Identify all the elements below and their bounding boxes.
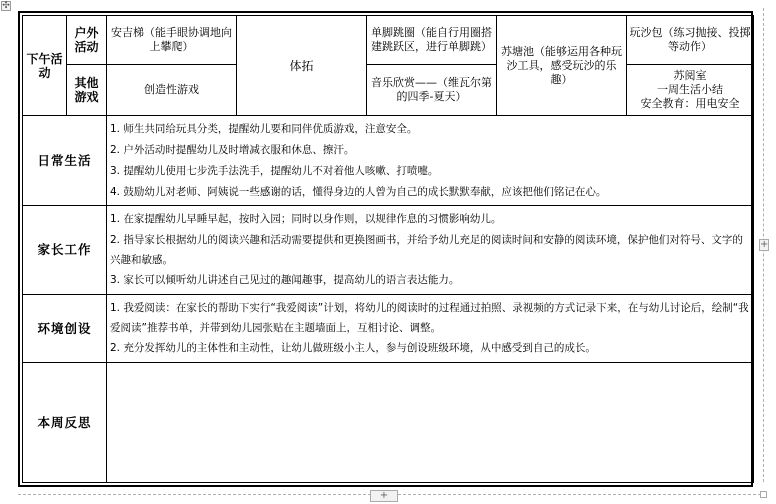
daily-life-content [107, 116, 754, 206]
other-games-monday: 创造性游戏 [107, 65, 237, 116]
reflection-label: 本周反思 [23, 363, 107, 483]
reflection-content[interactable] [107, 363, 754, 483]
outdoor-activity-thursday: 苏塘池（能够运用各种玩沙工具，感受玩沙的乐趣） [497, 16, 627, 116]
outdoor-activity-label: 户外活动 [67, 16, 107, 65]
parents-work-content [107, 206, 754, 295]
parents-work-label: 家长工作 [23, 206, 107, 295]
afternoon-activity-label: 下午活动 [23, 16, 67, 116]
list-item: 4. 鼓励幼儿对老师、阿姨说一些感谢的话，懂得身边的人曾为自己的成长默默奉献，应该把他们铭记在心。 [110, 186, 607, 198]
daily-life-row [23, 116, 754, 206]
environment-label: 环境创设 [23, 295, 107, 363]
add-row-button[interactable]: + [370, 490, 398, 502]
other-games-label: 其他游戏 [67, 65, 107, 116]
list-item: 3. 家长可以倾听幼儿讲述自己见过的趣闻趣事，提高幼儿的语言表达能力。 [110, 274, 460, 286]
outdoor-activity-wednesday: 单脚跳圈（能自行用圈搭建跳跃区，进行单脚跳） [367, 16, 497, 65]
list-item: 2. 指导家长根据幼儿的阅读兴趣和活动需要提供和更换图画书，并给予幼儿充足的阅读时间和安静的阅读环境，保护他们对符号、文字的兴趣和敏感。 [110, 234, 743, 266]
table-move-handle[interactable]: ✣ [2, 1, 10, 11]
list-item: 2. 充分发挥幼儿的主体性和主动性，让幼儿做班级小主人，参与创设班级环境，从中感受到自己的成长。 [110, 342, 596, 354]
environment-row [23, 295, 754, 363]
list-item: 3. 提醒幼儿使用七步洗手法洗手，提醒幼儿不对着他人咳嗽、打喷嚏。 [110, 165, 439, 177]
afternoon-other-row [23, 65, 754, 116]
outdoor-activity-tuesday: 体拓 [237, 16, 367, 116]
table-resize-handle[interactable] [760, 491, 767, 498]
parents-work-row [23, 206, 754, 295]
outdoor-activity-friday: 玩沙包（练习抛接、投掷等动作） [627, 16, 754, 65]
list-item: 1. 我爱阅读：在家长的帮助下实行“我爱阅读”计划，将幼儿的阅读时的过程通过拍照、录视频的方式记录下来，在与幼儿讨论后，绘制“我爱阅读”推荐书单，并带到幼儿园张贴在主题墙面上，互相讨论、调整。 [110, 302, 749, 334]
list-item: 1. 师生共同给玩具分类，提醒幼儿要和同伴优质游戏，注意安全。 [110, 123, 418, 135]
other-games-friday [627, 65, 754, 116]
add-column-button[interactable]: + [760, 239, 769, 250]
afternoon-outdoor-row [23, 16, 754, 65]
weekly-plan-table [18, 11, 753, 487]
environment-content [107, 295, 754, 363]
reflection-row [23, 363, 754, 483]
safety-education-text: 安全教育：用电安全 [640, 97, 740, 110]
outdoor-activity-monday: 安吉梯（能手眼协调地向上攀爬） [107, 16, 237, 65]
list-item: 2. 户外活动时提醒幼儿及时增减衣服和休息、擦汗。 [110, 144, 355, 156]
daily-life-label: 日常生活 [23, 116, 107, 206]
list-item: 1. 在家提醒幼儿早睡早起，按时入园；同时以身作则，以规律作息的习惯影响幼儿。 [110, 213, 502, 225]
other-games-wednesday: 音乐欣赏——（维瓦尔第的四季-夏天） [367, 65, 497, 116]
weekly-summary-text: 一周生活小结 [657, 83, 723, 96]
reading-room-text: 苏阅室 [673, 69, 707, 82]
